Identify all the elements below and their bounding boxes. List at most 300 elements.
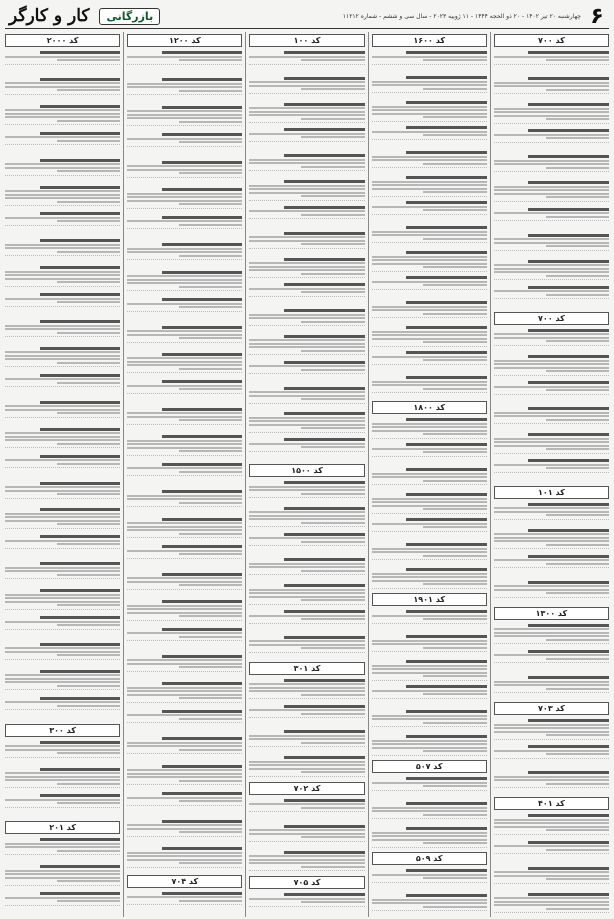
ad-text-line (372, 113, 487, 115)
classified-ad (249, 728, 364, 754)
ad-text-line (372, 665, 487, 667)
ad-text-line (127, 165, 242, 167)
ad-title-line (40, 535, 121, 538)
classified-ad (372, 149, 487, 174)
ad-text-line (372, 690, 487, 692)
classified-ad (127, 461, 242, 488)
ad-text-line (5, 358, 120, 360)
code-header: کد ۷۰۵ (249, 876, 364, 889)
ad-text-line (179, 450, 242, 452)
ad-text-line (301, 446, 364, 448)
ad-text-line (494, 875, 609, 877)
ad-column-2 (372, 32, 487, 917)
ad-text-line (249, 768, 364, 770)
code-header: کد ۳۰۱ (249, 662, 364, 675)
ad-divider (127, 805, 242, 806)
ad-divider (249, 574, 364, 575)
ad-text-line (57, 705, 120, 707)
classified-ad (494, 206, 609, 232)
code-header: کد ۱۹۰۱ (372, 593, 487, 606)
ad-title-line (406, 301, 487, 304)
ad-divider (5, 609, 120, 610)
ad-title-line (162, 326, 243, 329)
ad-title-line (406, 468, 487, 471)
classified-ad (494, 648, 609, 674)
ad-title-line (406, 827, 487, 830)
ad-title-line (528, 234, 609, 237)
ad-text-line (5, 355, 120, 357)
ad-text-line (249, 424, 364, 426)
ad-text-line (372, 156, 487, 158)
ad-text-line (372, 640, 487, 642)
ad-title-line (284, 730, 365, 733)
ad-text-line (5, 678, 120, 680)
ad-divider (127, 177, 242, 178)
ad-title-line (162, 682, 243, 685)
ad-text-line (494, 537, 609, 539)
ad-divider (372, 726, 487, 727)
classified-ad (127, 104, 242, 131)
ad-text-line (249, 566, 364, 568)
classified-ad (249, 891, 364, 917)
classified-ad (249, 101, 364, 127)
ad-text-line (57, 685, 120, 687)
ad-text-line (127, 769, 242, 771)
classified-ad (494, 812, 609, 838)
ad-divider (372, 64, 487, 65)
classified-ad (127, 296, 242, 323)
ad-text-line (423, 647, 486, 649)
ad-divider (372, 818, 487, 819)
ad-divider (127, 867, 242, 868)
ad-divider (494, 394, 609, 395)
classified-ad (372, 658, 487, 683)
ad-divider (127, 589, 242, 590)
ad-title-line (162, 600, 243, 603)
ad-text-line (372, 874, 487, 876)
ad-text-line (249, 489, 364, 491)
classified-ad (249, 152, 364, 178)
ad-title-line (162, 161, 243, 164)
ad-title-line (528, 103, 609, 106)
ad-title-line (162, 655, 243, 658)
ad-text-line (249, 81, 364, 83)
classified-ad (249, 634, 364, 660)
ad-divider (249, 248, 364, 249)
ad-title-line (162, 710, 243, 713)
classified-ad (127, 351, 242, 378)
ad-text-line (249, 417, 364, 419)
ad-text-line (372, 309, 487, 311)
ad-title-line (40, 105, 121, 108)
ad-divider (5, 366, 120, 367)
classified-ad (494, 622, 609, 648)
ad-divider (372, 755, 487, 756)
ad-divider (127, 784, 242, 785)
classified-ad (372, 608, 487, 633)
ad-text-line (127, 612, 242, 614)
ad-text-line (179, 831, 242, 833)
ad-text-line (5, 56, 120, 58)
ad-title-line (40, 51, 121, 54)
classified-ad (5, 533, 120, 560)
ad-text-line (546, 734, 609, 736)
classified-ad (249, 410, 364, 436)
ad-divider (372, 289, 487, 290)
ad-text-line (423, 675, 486, 677)
ad-text-line (301, 618, 364, 620)
classified-ad (127, 845, 242, 872)
ad-text-line (249, 735, 364, 737)
ad-text-line (57, 624, 120, 626)
ad-title-line (528, 503, 609, 506)
ad-divider (127, 836, 242, 837)
classified-ad (494, 891, 609, 917)
ad-text-line (127, 745, 242, 747)
ad-text-line (249, 107, 364, 109)
ad-text-line (372, 498, 487, 500)
ad-text-line (301, 195, 364, 197)
ad-text-line (127, 797, 242, 799)
ad-divider (494, 519, 609, 520)
code-header: کد ۲۰۰۰ (5, 34, 120, 47)
ad-text-line (546, 467, 609, 469)
ad-text-line (372, 281, 487, 283)
ad-text-line (249, 443, 364, 445)
ad-divider (127, 146, 242, 147)
ad-text-line (5, 513, 120, 515)
ad-text-line (494, 901, 609, 903)
ad-text-line (372, 672, 487, 674)
ad-text-line (249, 833, 364, 835)
ad-divider (249, 141, 364, 142)
classified-ad (5, 453, 120, 480)
ad-text-line (5, 328, 120, 330)
ad-text-line (249, 596, 364, 598)
ad-title-line (162, 106, 243, 109)
ad-text-line (301, 599, 364, 601)
ad-divider (5, 528, 120, 529)
ad-text-line (179, 121, 242, 123)
ad-text-line (5, 436, 120, 438)
ad-divider (249, 296, 364, 297)
ad-divider (372, 588, 487, 589)
ad-title-line (162, 820, 243, 823)
classified-ad (127, 76, 242, 103)
ad-divider (127, 228, 242, 229)
ad-title-line (40, 428, 121, 431)
ad-divider (127, 671, 242, 672)
ad-title-line (284, 232, 365, 235)
ad-title-line (406, 869, 487, 872)
ad-title-line (40, 865, 121, 868)
ad-text-line (546, 829, 609, 831)
ad-text-line (5, 745, 120, 747)
ad-text-line (546, 294, 609, 296)
ad-text-line (372, 902, 487, 904)
classified-ad (5, 184, 120, 211)
ad-title-line (40, 670, 121, 673)
ad-title-line (40, 508, 121, 511)
ad-divider (372, 196, 487, 197)
ad-text-line (249, 764, 364, 766)
ad-text-line (494, 589, 609, 591)
ad-text-line (249, 314, 364, 316)
ad-divider (5, 124, 120, 125)
ad-title-line (406, 735, 487, 738)
ad-text-line (249, 365, 364, 367)
ad-title-line (406, 51, 487, 54)
classified-ad (249, 436, 364, 462)
ad-divider (127, 208, 242, 209)
classified-ad (372, 124, 487, 149)
ad-text-line (423, 877, 486, 879)
ad-text-line (249, 640, 364, 642)
ad-divider (494, 643, 609, 644)
ad-divider (249, 870, 364, 871)
ad-text-line (372, 715, 487, 717)
ad-title-line (406, 251, 487, 254)
ad-text-line (57, 880, 120, 882)
classified-ad (249, 608, 364, 634)
ad-text-line (494, 242, 609, 244)
ad-text-line (494, 445, 609, 447)
classified-ad (372, 733, 487, 758)
ad-divider (494, 123, 609, 124)
classified-ad (249, 677, 364, 703)
ad-text-line (57, 654, 120, 656)
ad-text-line (249, 486, 364, 488)
ad-title-line (162, 243, 243, 246)
classified-ad (494, 232, 609, 258)
classified-ad (372, 324, 487, 349)
ad-text-line (127, 220, 242, 222)
classified-ad (5, 130, 120, 157)
ad-text-line (127, 416, 242, 418)
ad-title-line (284, 387, 365, 390)
ad-text-line (5, 405, 120, 407)
classified-ad (372, 199, 487, 224)
ad-text-line (494, 750, 609, 752)
ad-title-line (284, 154, 365, 157)
ad-text-line (372, 476, 487, 478)
ad-text-line (372, 580, 487, 582)
ad-title-line (528, 407, 609, 410)
ad-divider (249, 170, 364, 171)
code-header: کد ۱۸۰۰ (372, 401, 487, 414)
ad-text-line (179, 368, 242, 370)
ad-text-line (372, 256, 487, 258)
classified-ad (372, 49, 487, 74)
ad-text-line (127, 385, 242, 387)
ad-title-line (40, 455, 121, 458)
ad-text-line (546, 639, 609, 641)
ad-text-line (301, 836, 364, 838)
ad-divider (372, 121, 487, 122)
ad-title-line (406, 685, 487, 688)
ad-divider (249, 717, 364, 718)
ad-title-line (162, 216, 243, 219)
ad-divider (372, 438, 487, 439)
ad-divider (372, 531, 487, 532)
ad-text-line (179, 553, 242, 555)
ad-text-line (5, 82, 120, 84)
code-header: کد ۱۰۱ (494, 486, 609, 499)
ad-title-line (40, 132, 121, 135)
ad-divider (372, 790, 487, 791)
classified-ad (372, 775, 487, 800)
ad-text-line (423, 451, 486, 453)
ad-text-line (301, 291, 364, 293)
ad-text-line (249, 859, 364, 861)
classified-ad (249, 359, 364, 385)
ad-text-line (546, 167, 609, 169)
ad-text-line (494, 82, 609, 84)
ad-title-line (284, 51, 365, 54)
ad-text-line (372, 573, 487, 575)
ad-divider (494, 64, 609, 65)
ad-text-line (301, 713, 364, 715)
ad-text-line (301, 522, 364, 524)
classified-ad (494, 284, 609, 310)
ad-text-line (5, 274, 120, 276)
ad-text-line (423, 555, 486, 557)
ad-text-line (127, 522, 242, 524)
ad-title-line (528, 260, 609, 263)
ad-text-line (5, 298, 120, 300)
ad-divider (127, 722, 242, 723)
ad-title-line (406, 176, 487, 179)
ad-title-line (162, 408, 243, 411)
classified-ad (249, 281, 364, 307)
ad-divider (127, 64, 242, 65)
ad-text-line (127, 855, 242, 857)
classified-ad (249, 49, 364, 75)
classified-ad (127, 516, 242, 543)
code-header: کد ۵۰۷ (372, 760, 487, 773)
ad-divider (494, 597, 609, 598)
ad-divider (372, 698, 487, 699)
ad-divider (249, 906, 364, 907)
ad-text-line (5, 351, 120, 353)
ad-text-line (57, 120, 120, 122)
ad-text-line (127, 687, 242, 689)
ad-text-line (372, 109, 487, 111)
classified-ad (5, 614, 120, 641)
ad-text-line (249, 343, 364, 345)
ad-text-line (5, 190, 120, 192)
classified-ad (249, 204, 364, 230)
ad-title-line (162, 380, 243, 383)
ad-text-line (5, 136, 120, 138)
ad-title-line (406, 126, 487, 129)
ad-text-line (5, 378, 120, 380)
classified-ad (494, 743, 609, 769)
ad-text-line (249, 269, 364, 271)
ad-text-line (546, 688, 609, 690)
ad-divider (127, 424, 242, 425)
code-header: کد ۷۰۳ (494, 702, 609, 715)
ad-divider (494, 345, 609, 346)
classified-ad (127, 433, 242, 460)
ad-text-line (57, 301, 120, 303)
ad-title-line (40, 293, 121, 296)
classified-ad (494, 865, 609, 891)
ad-title-line (40, 768, 121, 771)
classified-ad (249, 754, 364, 780)
ad-divider (494, 912, 609, 913)
ad-text-line (5, 520, 120, 522)
code-header: کد ۱۵۰۰ (249, 464, 364, 477)
ad-divider (5, 144, 120, 145)
ad-text-line (249, 515, 364, 517)
ad-text-line (249, 690, 364, 692)
ad-title-line (40, 589, 121, 592)
ad-divider (127, 372, 242, 373)
ad-text-line (372, 384, 487, 386)
ad-text-line (249, 563, 364, 565)
ad-title-line (284, 636, 365, 639)
ad-text-line (249, 159, 364, 161)
classified-ad (372, 708, 487, 733)
ad-divider (127, 475, 242, 476)
ad-divider (372, 623, 487, 624)
ad-title-line (284, 851, 365, 854)
ad-text-line (179, 203, 242, 205)
ad-divider (5, 467, 120, 468)
ad-text-line (127, 714, 242, 716)
masthead (5, 4, 609, 29)
ad-divider (5, 225, 120, 226)
ad-divider (494, 93, 609, 94)
ad-text-line (127, 467, 242, 469)
ad-divider (249, 545, 364, 546)
ad-text-line (5, 681, 120, 683)
ad-text-line (5, 271, 120, 273)
ad-text-line (57, 463, 120, 465)
classified-ad (372, 516, 487, 541)
code-header: کد ۳۰۰ (5, 724, 120, 737)
ad-text-line (57, 752, 120, 754)
ad-title-line (162, 847, 243, 850)
ad-text-line (372, 548, 487, 550)
classified-ad (249, 126, 364, 152)
ad-text-line (5, 897, 120, 899)
classified-ad (494, 501, 609, 527)
classified-ad (249, 333, 364, 359)
ad-text-line (127, 361, 242, 363)
ad-text-line (494, 727, 609, 729)
ad-text-line (546, 340, 609, 342)
ad-title-line (40, 892, 121, 895)
ad-text-line (494, 540, 609, 542)
ad-text-line (546, 419, 609, 421)
ad-divider (372, 651, 487, 652)
classified-ad (249, 505, 364, 531)
ad-title-line (528, 676, 609, 679)
ad-text-line (301, 570, 364, 572)
ad-text-line (249, 644, 364, 646)
classified-ad (127, 488, 242, 515)
ad-divider (249, 841, 364, 842)
classified-ad (372, 416, 487, 441)
ad-text-line (494, 632, 609, 634)
ad-text-line (301, 214, 364, 216)
classified-ad (5, 587, 120, 614)
ad-title-line (40, 401, 121, 404)
ad-text-line (372, 747, 487, 749)
ad-text-line (127, 138, 242, 140)
